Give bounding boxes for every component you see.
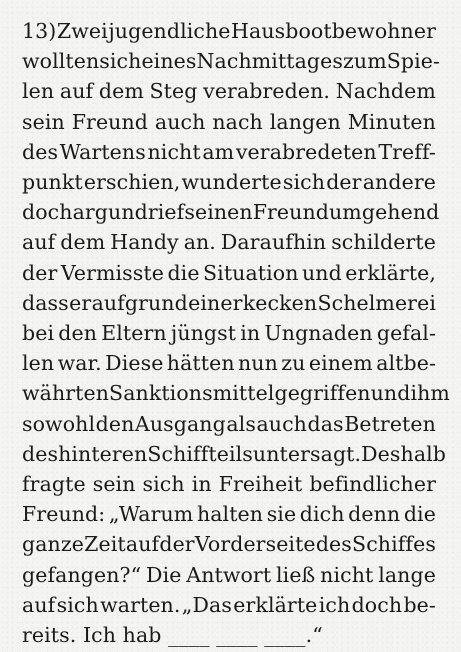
text-line: len war. Diese hätten nun zu einem altbe- xyxy=(22,351,436,376)
text-line: dass er aufgrund einer kecken Schelmerei xyxy=(22,290,436,315)
text-line: gefangen?“ Die Antwort ließ nicht lange xyxy=(22,562,436,587)
text-line: len auf dem Steg verabreden. Nachdem xyxy=(22,79,436,104)
text-line: auf sich warten. „Das erklärte ich doch be- xyxy=(22,592,436,617)
text-line: währten Sanktionsmittel gegriffen und ihm xyxy=(22,381,450,406)
riddle-last-line: reits. Ich hab ____ ____ ____.“ xyxy=(22,623,323,647)
text-line: auf dem Handy an. Daraufhin schilderte xyxy=(22,230,436,255)
text-line: fragte sein sich in Freiheit befindlicher xyxy=(22,472,436,496)
text-line: sein Freund auch nach langen Minuten xyxy=(22,109,436,134)
text-line: des Wartens nicht am verabredeten Treff- xyxy=(22,139,436,164)
text-line: sowohl den Ausgang als auch das Betreten xyxy=(22,411,436,436)
text-line: punkt erschien, wunderte sich der andere xyxy=(22,170,436,194)
text-line: bei den Eltern jüngst in Ungnaden gefal- xyxy=(22,321,436,345)
text-line: der Vermisste die Situation und erklärte, xyxy=(22,260,436,285)
text-line: wollten sich eines Nachmittages zum Spie- xyxy=(22,49,441,74)
text-line: des hinteren Schiffteils untersagt. Deshalb xyxy=(22,441,447,466)
text-line: Freund: „Warum halten sie dich denn die xyxy=(22,502,436,527)
text-line: ganze Zeit auf der Vorderseite des Schiffes xyxy=(22,532,436,557)
text-line: 13) Zwei jugendliche Hausbootbewohner xyxy=(22,19,436,43)
text-line: doch arg und rief seinen Freund umgehend xyxy=(22,200,440,225)
